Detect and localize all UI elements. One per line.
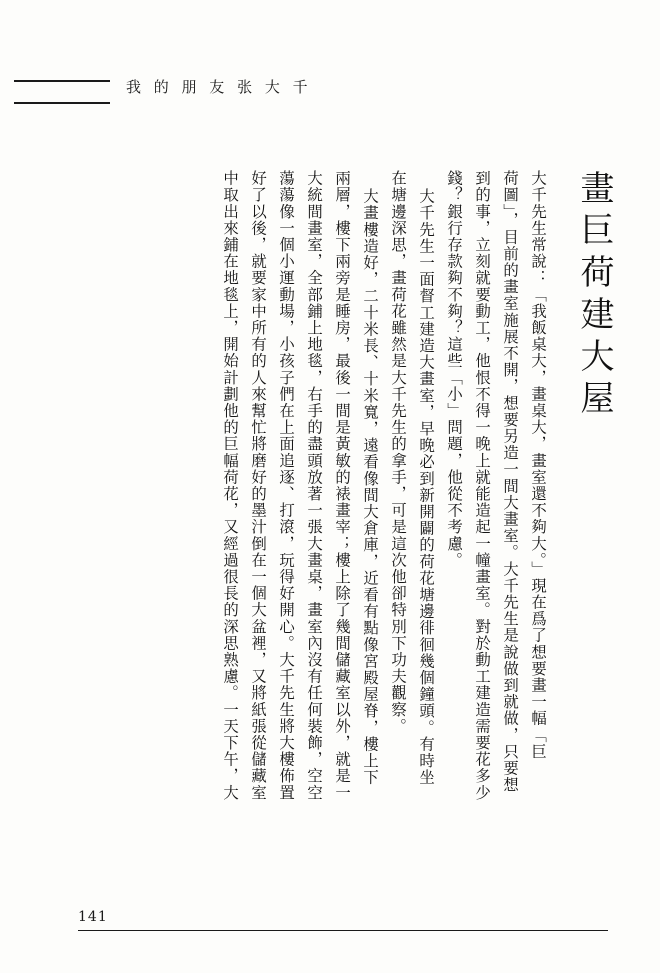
page-header <box>14 74 646 108</box>
text-column: 到的事，立刻就要動工，他恨不得一晚上就能造起一幢畫室。對於動工建造需要花多少 <box>473 170 492 801</box>
chapter-title: 畫巨荷建大屋 <box>574 170 614 422</box>
page-number: 141 <box>78 909 108 925</box>
text-column: 荷圖」，目前的畫室施展不開，想要另造一間大畫室。大千先生是說做到就做，只要想 <box>501 170 520 794</box>
text-column: 大千先生一面督工建造大畫室，早晚必到新開闢的荷花塘邊徘徊幾個鐘頭。有時坐 <box>417 188 436 786</box>
page-footer <box>78 909 618 931</box>
text-column: 大統間畫室，全部鋪上地毯，右手的盡頭放著一張大畫桌，畫室內沒有任何裝飾，空空 <box>305 170 324 801</box>
text-column: 好了以後，就要家中所有的人來幫忙將磨好的墨汁倒在一個大盆裡，又將紙張從儲藏室 <box>249 170 268 801</box>
text-column: 大千先生常說：「我飯桌大，畫桌大，畫室還不夠大。」現在爲了想要畫一幅「巨 <box>529 170 548 760</box>
vertical-text-body <box>60 170 620 870</box>
text-column: 大畫樓造好，二十米長、十米寬，遠看像間大倉庫，近看有點像宮殿屋脊，樓上下 <box>361 188 380 786</box>
text-column: 在塘邊深思，畫荷花雖然是大千先生的拿手，可是這次他卻特別下功夫觀察。 <box>389 170 408 735</box>
footer-rule-decoration <box>78 930 608 931</box>
running-title: 我 的 朋 友 张 大 千 <box>126 78 312 96</box>
text-column: 中取出來鋪在地毯上，開始計劃他的巨幅荷花，又經過很長的深思熟慮。一天下午，大 <box>221 170 240 801</box>
header-rule-decoration <box>14 80 110 104</box>
text-column: 兩層，樓下兩旁是睡房，最後一間是黃敏的裱畫宰；樓上除了幾間儲藏室以外，就是一 <box>333 170 352 801</box>
text-column: 錢？銀行存款夠不夠？這些「小」問題，他從不考慮。 <box>445 170 464 569</box>
text-column: 蕩蕩像一個小運動場，小孩子們在上面追逐、打滾，玩得好開心。大千先生將大樓佈置 <box>277 170 296 801</box>
